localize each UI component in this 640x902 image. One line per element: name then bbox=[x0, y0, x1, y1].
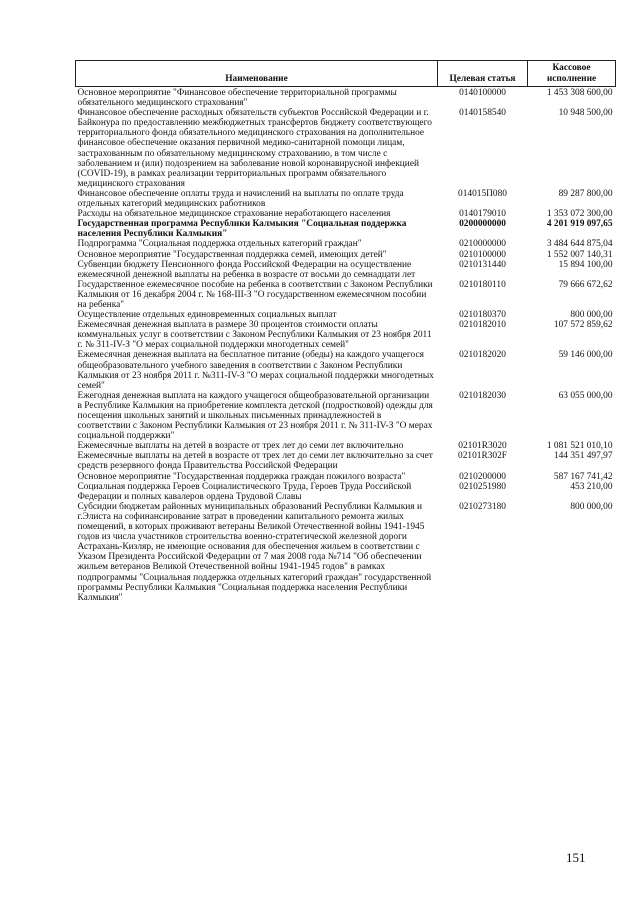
row-amount-cell: 15 894 100,00 bbox=[558, 259, 613, 270]
page-number: 151 bbox=[566, 850, 586, 865]
row-code-cell: 0200000000 bbox=[459, 219, 506, 230]
budget-table bbox=[75, 60, 616, 603]
row-name-cell: Субсидии бюджетам районных муниципальных образований Республики Калмыкия и г.Элиста на софинансирование затрат в проведении капитального ремонта жилых помещений, в которых проживают ветераны Великой Отечественной войны 1941-1945 годов из числа участников строительства военно-стратегической железной дороги Астрахань-Кизляр, не имеющие основания для обеспечения жильем в соответствии с Указом Президента Российской Федерации от 7 мая 2008 года №714 "Об обеспечении жильем ветеранов Великой Отечественной войны 1941-1945 годов" в рамках подпрограммы "Социальная поддержка отдельных категорий граждан" государственной программы Республики Калмыкия "Социальная поддержка населения Республики Калмыкия" bbox=[77, 501, 432, 603]
row-amount-cell: 1 453 308 600,00 bbox=[546, 88, 613, 98]
table-row bbox=[76, 87, 616, 109]
row-amount-cell: 89 287 800,00 bbox=[558, 188, 613, 199]
row-code-cell: 0210100000 bbox=[459, 249, 506, 260]
row-code-cell: 0210273180 bbox=[459, 501, 506, 512]
table-row bbox=[76, 209, 616, 219]
header-target-article: Целевая статья bbox=[438, 61, 528, 87]
row-code-cell: 0210180370 bbox=[459, 310, 506, 321]
table-row bbox=[76, 189, 616, 209]
row-amount-cell: 1 353 072 300,00 bbox=[546, 209, 613, 220]
row-code-cell: 0210182030 bbox=[459, 390, 506, 401]
row-amount-cell: 79 666 672,62 bbox=[558, 279, 613, 290]
row-name-cell: Ежегодная денежная выплата на каждого учащегося общеобразовательной организации в Республике Калмыкия на приобретение комплекта детской (подростковой) одежды для посещения школьных занятий и школьных письменных принадлежностей в соответствии с Законом Республики Калмыкия от 23 ноября 2011 г. № 311-IV-З "О мерах социальной поддержки" bbox=[77, 390, 433, 442]
row-name-cell: Финансовое обеспечение расходных обязательств субъектов Российской Федерации и г. Байконура по предоставлению межбюджетных трансфертов бюджету соответствующего территориального фонда обязательного медицинского страхования на дополнительное финансовое обеспечение оказания первичной медико-санитарной помощи лицам, застрахованным по обязательному медицинскому страхованию, в том числе с заболеванием и (или) подозрением на заболевание новой коронавирусной инфекцией (COVID-19), в рамках реализации территориальных программ обязательного медицинского страхования bbox=[77, 108, 432, 189]
table-row bbox=[76, 108, 616, 189]
row-name-cell: Ежемесячная денежная выплата на бесплатное питание (обеды) на каждого учащегося общеобразовательного учебного заведения в соответствии с Законом Республики Калмыкия от 23 ноября 2011 г. №311-IV-З "О мерах социальной поддержки многодетных семей" bbox=[77, 350, 434, 391]
table-row bbox=[76, 239, 616, 249]
row-name-cell: Государственное ежемесячное пособие на ребенка в соответствии с Законом Республики Калмыкия от 16 декабря 2004 г. № 168-III-З "О государственном ежемесячном пособии на ребенка" bbox=[77, 279, 433, 310]
table-row bbox=[76, 250, 616, 260]
row-amount-cell: 800 000,00 bbox=[570, 310, 613, 321]
row-amount-cell: 1 081 521 010,10 bbox=[546, 441, 613, 452]
row-code-cell: 0210180110 bbox=[459, 279, 506, 290]
row-amount-cell: 10 948 500,00 bbox=[558, 108, 613, 119]
header-name: Наименование bbox=[76, 61, 438, 87]
row-name-cell: Расходы на обязательное медицинское страхование неработающего населения bbox=[77, 209, 391, 220]
row-amount-cell: 3 484 644 875,04 bbox=[546, 239, 613, 250]
row-name-cell: Субвенции бюджету Пенсионного фонда Российской Федерации на осуществление ежемесячной денежной выплаты на ребенка в возрасте от восьми до семнадцати лет bbox=[77, 259, 416, 280]
row-code-cell: 02101R302F bbox=[458, 451, 507, 462]
table-row bbox=[76, 502, 616, 603]
table-row bbox=[76, 219, 616, 239]
row-amount-cell: 453 210,00 bbox=[570, 481, 613, 492]
row-code-cell: 0210200000 bbox=[459, 471, 506, 482]
row-name-cell: Ежемесячные выплаты на детей в возрасте от трех лет до семи лет включительно за счет средств резервного фонда Правительства Российской Федерации bbox=[77, 451, 433, 472]
table-row bbox=[76, 441, 616, 451]
row-code-cell: 0210182020 bbox=[459, 350, 506, 361]
row-amount-cell: 107 572 859,62 bbox=[553, 320, 613, 331]
row-amount-cell: 4 201 919 097,65 bbox=[546, 219, 613, 230]
table-row bbox=[76, 320, 616, 350]
table-row bbox=[76, 350, 616, 390]
table-row bbox=[76, 391, 616, 441]
table-row bbox=[76, 310, 616, 320]
table-row bbox=[76, 451, 616, 471]
row-name-cell: Основное мероприятие "Финансовое обеспечение территориальной программы обязательного медицинского страхования" bbox=[77, 88, 397, 109]
row-name-cell: Государственная программа Республики Калмыкия "Социальная поддержка населения Республики Калмыкия" bbox=[77, 219, 407, 240]
row-amount-cell: 1 552 007 140,31 bbox=[546, 249, 613, 260]
row-name-cell: Социальная поддержка Героев Социалистического Труда, Героев Труда Российской Федерации и полных кавалеров ордена Трудовой Славы bbox=[77, 481, 412, 502]
row-code-cell: 0210000000 bbox=[459, 239, 506, 250]
table-header-row bbox=[76, 61, 616, 87]
row-code-cell: 0210182010 bbox=[459, 320, 506, 331]
row-name-cell: Осуществление отдельных единовременных социальных выплат bbox=[77, 310, 337, 321]
row-amount-cell: 63 055 000,00 bbox=[558, 390, 613, 401]
row-name-cell: Подпрограмма "Социальная поддержка отдельных категорий граждан" bbox=[77, 239, 362, 250]
row-name-cell: Финансовое обеспечение оплаты труда и начислений на выплаты по оплате труда отдельных категорий медицинских работников bbox=[77, 188, 404, 210]
row-amount-cell: 800 000,00 bbox=[570, 501, 613, 512]
row-code-cell: 0210251980 bbox=[459, 481, 506, 492]
row-code-cell: 0210131440 bbox=[459, 259, 506, 270]
row-code-cell: 0140100000 bbox=[459, 88, 506, 98]
header-cash-execution: Кассовое исполнение bbox=[528, 61, 616, 87]
row-name-cell: Основное мероприятие "Государственная поддержка граждан пожилого возраста" bbox=[77, 471, 406, 482]
row-name-cell: Основное мероприятие "Государственная поддержка семей, имеющих детей" bbox=[77, 249, 387, 260]
row-name-cell: Ежемесячная денежная выплата в размере 30 процентов стоимости оплаты коммунальных услуг в соответствии с Законом Республики Калмыкия от 23 ноября 2011 г. № 311-IV-З "О мерах социальной поддержки многодетных семей" bbox=[77, 320, 432, 351]
row-amount-cell: 144 351 497,97 bbox=[553, 451, 613, 462]
table-row bbox=[76, 482, 616, 502]
row-code-cell: 02101R3020 bbox=[458, 441, 507, 452]
row-code-cell: 014015П080 bbox=[458, 188, 507, 199]
table-row bbox=[76, 260, 616, 280]
row-name-cell: Ежемесячные выплаты на детей в возрасте от трех лет до семи лет включительно bbox=[77, 441, 404, 452]
table-body bbox=[76, 87, 616, 603]
table-row bbox=[76, 472, 616, 482]
row-code-cell: 0140179010 bbox=[459, 209, 506, 220]
table-row bbox=[76, 280, 616, 310]
row-amount-cell: 587 167 741,42 bbox=[553, 471, 613, 482]
row-amount-cell: 59 146 000,00 bbox=[558, 350, 613, 361]
row-code-cell: 0140158540 bbox=[459, 108, 506, 119]
